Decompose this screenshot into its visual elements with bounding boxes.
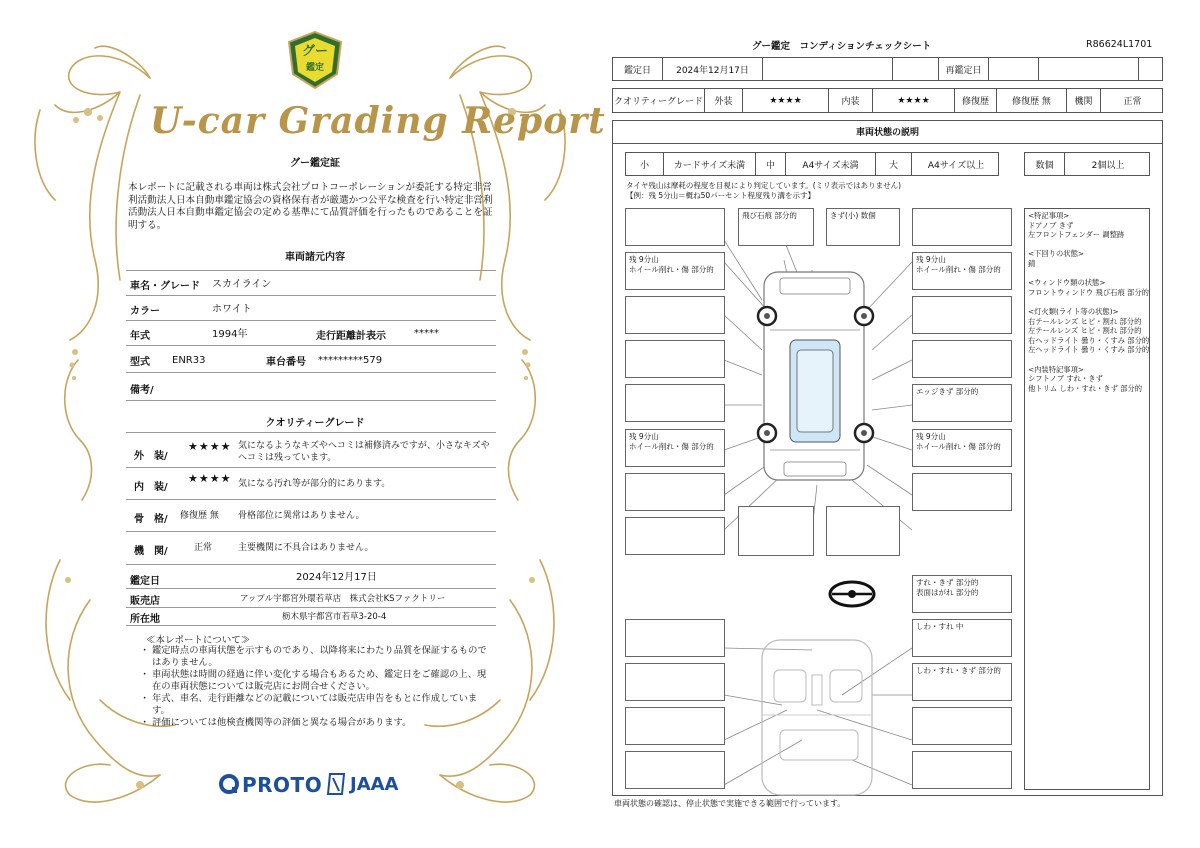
exterior-text: 気になるようなキズやヘコミは補修済みですが、小さなキズやヘコミは残っています。 — [238, 441, 490, 463]
special-note-line — [1028, 355, 1146, 365]
exterior-box-front-left — [625, 208, 725, 246]
exterior-box-left-4 — [625, 473, 725, 511]
size-small-label: 小 — [626, 153, 664, 175]
special-note-line: <内装特記事項> — [1028, 364, 1085, 374]
exterior-box-front-right — [912, 208, 1012, 246]
redate-label: 再鑑定日 — [939, 58, 989, 80]
frame-text: 骨格部位に異常はありません。 — [238, 511, 365, 521]
year-value: 1994年 — [212, 329, 248, 340]
special-note-line: 他トリム しわ・すれ・きず 部分的 — [1028, 383, 1143, 393]
seat-box-a — [912, 619, 1012, 657]
exterior-label: 外装 — [705, 89, 743, 112]
special-note-line: 右ヘッドライト 曇り・くすみ 部分的 — [1028, 335, 1150, 345]
repair-history-value: 修復歴 無 — [997, 89, 1067, 112]
sheet-code: R86624L1701 — [1086, 39, 1153, 50]
special-note-line: 錆 — [1028, 258, 1036, 268]
exterior-box-left-3 — [625, 384, 725, 422]
notes-title: ≪本レポートについて≫ — [146, 635, 251, 646]
script-title: U-car Grading Report — [150, 100, 606, 142]
proto-logo-text: PROTO — [242, 773, 323, 797]
special-note-line: フロントウィンドウ 飛び石痕 部分的 — [1028, 287, 1149, 297]
size-medium-label: 中 — [756, 153, 786, 175]
box-text: しわ・すれ・きず 部分的 — [916, 666, 1001, 675]
shop-label: 販売店 — [130, 596, 160, 607]
engine-value: 正常 — [1123, 97, 1142, 107]
size-large-value: A4サイズ以上 — [927, 160, 985, 171]
car-name-value: スカイライン — [212, 279, 272, 290]
interior-box-right-3 — [912, 707, 1012, 745]
address-label: 所在地 — [130, 614, 160, 625]
certificate-title: グー鑑定証 — [290, 158, 340, 169]
date-label: 鑑定日 — [130, 576, 160, 587]
interior-box-right-4 — [912, 751, 1012, 789]
exterior-box-rear-b — [826, 506, 900, 556]
right-rear-tire-box: 残 9分山 ホイール削れ・傷 部分的 — [912, 429, 1012, 467]
note-text: 年式、車名、走行距離などの記載については販売店申告をもとに作成しています。 — [152, 693, 478, 716]
special-note-line: ドアノブ きず — [1028, 220, 1074, 230]
chassis-value: *********579 — [318, 355, 383, 366]
special-notes-list — [1028, 211, 1150, 393]
tire-note-2: 【例：残 5分山＝概ね50パーセント程度残り溝を示す】 — [626, 191, 816, 200]
box-text: きず(小) 数個 — [830, 211, 876, 220]
interior-box-left-3 — [625, 707, 725, 745]
interior-box-left-1 — [625, 619, 725, 657]
note-text: 鑑定時点の車両状態を示すものであり、以降将来にわたり品質を保証するものではありません。 — [152, 645, 487, 668]
divider — [612, 143, 1163, 144]
spec-heading: 車両諸元内容 — [285, 252, 345, 263]
special-note-line: <ウィンドウ類の状態> — [1028, 278, 1106, 288]
exterior-box-left-1 — [625, 296, 725, 334]
special-note-line: シフトノブ すれ・きず — [1028, 374, 1103, 384]
seat-box-b — [912, 663, 1012, 701]
sheet-footer: 車両状態の確認は、停止状態で実施できる範囲で行っています。 — [614, 799, 846, 808]
interior-text: 気になる汚れ等が部分的にあります。 — [238, 479, 391, 489]
mileage-label: 走行距離計表示 — [316, 331, 386, 342]
box-text: 飛び石痕 部分的 — [742, 211, 797, 220]
engine-label: 機 関/ — [134, 546, 168, 557]
shop-value: アップル宇都宮外環若草店 株式会社KSファクトリー — [240, 594, 446, 604]
exterior-box-rear-left — [625, 517, 725, 555]
special-note-line — [1028, 240, 1146, 250]
box-text: エッジきず 部分的 — [916, 387, 979, 396]
address-value: 栃木県宇都宮市若草3-20-4 — [282, 612, 387, 622]
left-rear-tire-box: 残 9分山 ホイール削れ・傷 部分的 — [625, 429, 725, 467]
model-value: ENR33 — [172, 355, 206, 366]
exterior-stars: ★★★★ — [743, 89, 829, 112]
right-front-tire-box: 残 9分山 ホイール削れ・傷 部分的 — [912, 252, 1012, 290]
size-large-label: 大 — [876, 153, 912, 175]
interior-box-left-2 — [625, 663, 725, 701]
count-legend — [1024, 152, 1150, 176]
frame-status: 修復歴 無 — [180, 511, 219, 521]
exterior-box-left-2 — [625, 340, 725, 378]
jaaa-logo-text: JAAA — [350, 774, 399, 795]
car-name-label: 車名・グレード — [130, 281, 200, 292]
note-item: ・ 評価については他検査機関等の評価と異なる場合があります。 — [140, 717, 412, 728]
badge-bottom-text: 鑑定 — [305, 63, 324, 73]
badge-top-text: グー — [301, 44, 328, 59]
exterior-box-right-4 — [912, 473, 1012, 511]
box-text: しわ・すれ 中 — [916, 622, 964, 631]
chassis-label: 車台番号 — [266, 357, 306, 368]
repair-history-label: 修復歴 — [955, 89, 997, 112]
steering-box: すれ・きず 部分的 表面はがれ 部分的 — [912, 575, 1012, 613]
special-note-line: <特記事項> — [1028, 211, 1070, 220]
note-item: ・ 年式、車名、走行距離などの記載については販売店申告をもとに作成しています。 — [140, 693, 490, 717]
count-value: 2個以上 — [1091, 160, 1125, 171]
mileage-value: ***** — [414, 328, 439, 339]
special-note-line: 左テールレンズ ヒビ・割れ 部分的 — [1028, 326, 1142, 336]
exterior-box-right-1 — [912, 296, 1012, 334]
special-note-line: 左フロントフェンダー 調整跡 — [1028, 230, 1125, 240]
special-notes-panel — [1024, 208, 1150, 790]
special-note-line — [1028, 297, 1146, 307]
tire-note-1: タイヤ残山は摩耗の程度を目視により判定しています。(ミリ表示ではありません) — [626, 181, 902, 190]
redate-value — [989, 58, 1039, 80]
quality-heading: クオリティーグレード — [265, 418, 365, 429]
year-label: 年式 — [130, 331, 150, 342]
blank-cell — [763, 58, 893, 80]
size-legend — [625, 152, 999, 176]
size-small-value: カードサイズ未満 — [664, 153, 756, 175]
note-text: 評価については他検査機関等の評価と異なる場合があります。 — [152, 717, 412, 728]
interior-label: 内 装/ — [134, 482, 168, 493]
special-note-line: 右テールレンズ ヒビ・割れ 部分的 — [1028, 316, 1142, 326]
engine-status: 正常 — [194, 543, 213, 553]
exterior-box-front-b — [826, 208, 900, 246]
blank-cell — [893, 58, 939, 80]
note-item: ・ 車両状態は時間の経過に伴い変化する場合もあるため、鑑定日をご確認の上、現在の車両状態については販売店にお問合せください。 — [140, 669, 490, 693]
right-edge-box — [912, 384, 1012, 422]
certificate-intro: 本レポートに記載される車両は株式会社プロトコーポレーションが委託する特定非営利活動法人日本自動車鑑定協会の資格保有者が厳選かつ公平な検査を行い特定非営利活動法人日本自動車鑑定協会の定める基準にて品質評価を行ったものであることを証明する。 — [128, 182, 493, 231]
engine-label: 機関 — [1067, 89, 1101, 112]
date-value: 2024年12月17日 — [296, 572, 377, 583]
section-title: 車両状態の説明 — [855, 128, 919, 138]
frame-label: 骨 格/ — [134, 514, 168, 525]
interior-stars: ★★★★ — [873, 89, 955, 112]
date-label: 鑑定日 — [613, 58, 663, 80]
interior-label: 内装 — [829, 89, 873, 112]
quality-row — [612, 88, 1163, 113]
engine-text: 主要機関に不具合はありません。 — [238, 543, 374, 553]
size-medium-value: A4サイズ未満 — [786, 153, 876, 175]
sheet-title: グー鑑定 コンディションチェックシート — [752, 41, 932, 52]
left-front-tire-box: 残 9分山 ホイール削れ・傷 部分的 — [625, 252, 725, 290]
exterior-stars: ★★★★ — [188, 440, 232, 453]
exterior-box-front-a — [738, 208, 814, 246]
model-label: 型式 — [130, 357, 150, 368]
special-note-line: <下回りの状態> — [1028, 249, 1085, 259]
interior-stars: ★★★★ — [188, 472, 232, 485]
special-note-line — [1028, 269, 1146, 279]
interior-box-left-4 — [625, 751, 725, 789]
blank-cell — [1039, 58, 1139, 80]
note-item: ・ 鑑定時点の車両状態を示すものであり、以降将来にわたり品質を保証するものではありません。 — [140, 645, 490, 669]
date-row — [612, 57, 1163, 81]
exterior-box-rear-a — [738, 506, 814, 556]
date-value: 2024年12月17日 — [663, 58, 763, 80]
remarks-label: 備考/ — [130, 385, 154, 396]
exterior-box-right-2 — [912, 340, 1012, 378]
blank-cell — [1139, 58, 1164, 80]
quality-grade-label: クオリティーグレード — [613, 89, 705, 112]
special-note-line: <灯火類(ライト等の状態)> — [1028, 306, 1119, 316]
note-text: 車両状態は時間の経過に伴い変化する場合もあるため、鑑定日をご確認の上、現在の車両状態については販売店にお問合せください。 — [152, 669, 487, 692]
color-label: カラー — [130, 306, 160, 317]
count-label: 数個 — [1025, 153, 1065, 175]
exterior-label: 外 装/ — [134, 451, 168, 462]
special-note-line: 左ヘッドライト 曇り・くすみ 部分的 — [1028, 345, 1150, 355]
color-value: ホワイト — [212, 304, 252, 315]
